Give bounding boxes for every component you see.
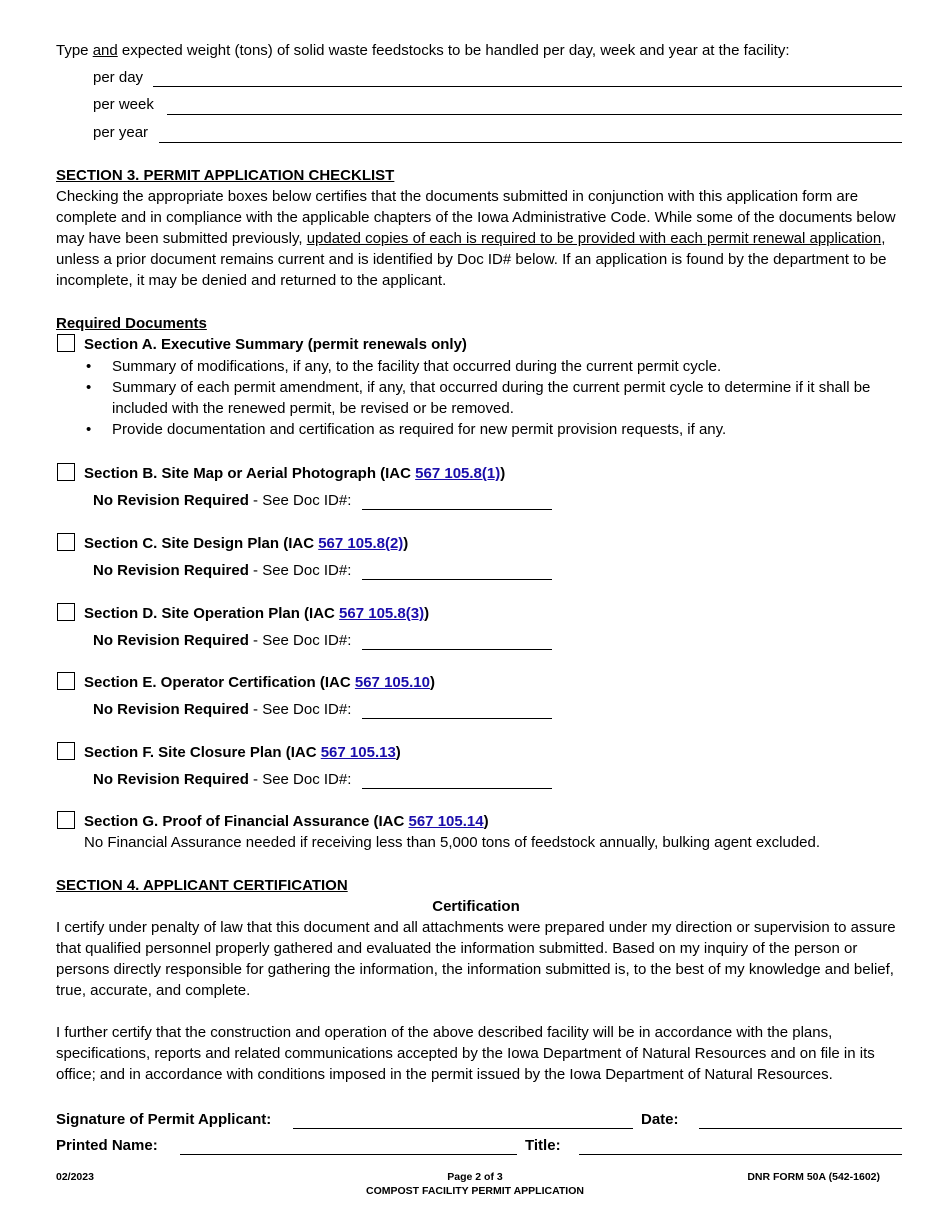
section-f-no-revision: No Revision Required - See Doc ID#: xyxy=(93,771,352,788)
section-c-no-revision: No Revision Required - See Doc ID#: xyxy=(93,562,352,579)
section-d-no-revision: No Revision Required - See Doc ID#: xyxy=(93,632,352,649)
section-e-doc-id-field[interactable] xyxy=(362,718,552,719)
weights-intro: Type and expected weight (tons) of solid waste feedstocks to be handled per day, week and year at the facility: xyxy=(56,42,790,59)
section-a-checkbox[interactable] xyxy=(57,334,75,352)
iac-link-105-14[interactable]: 567 105.14 xyxy=(408,813,484,830)
per-day-field[interactable] xyxy=(153,86,902,87)
iac-link-105-8-3[interactable]: 567 105.8(3) xyxy=(339,605,425,622)
section4-heading: SECTION 4. APPLICANT CERTIFICATION xyxy=(56,877,348,894)
section-g-title: Section G. Proof of Financial Assurance (IAC 567 105.14) xyxy=(84,813,489,830)
certification-paragraph-2: I further certify that the construction and operation of the above described facility will be in accordance with the plans, specifications, reports and related communications accepted by the Iowa Department of Natural Resources and on file in its office; and in accordance with conditions imposed in the permit issued by the Iowa Department of Natural Resources. xyxy=(56,1024,875,1083)
per-day-label: per day xyxy=(93,69,144,86)
section-a-title: Section A. Executive Summary (permit renewals only) xyxy=(84,336,467,353)
section-f-checkbox[interactable] xyxy=(57,742,75,760)
per-year-label: per year xyxy=(93,124,149,141)
per-week-field[interactable] xyxy=(167,114,902,115)
iac-link-105-8-2[interactable]: 567 105.8(2) xyxy=(318,535,404,552)
signature-field[interactable] xyxy=(293,1128,633,1129)
section-c-title: Section C. Site Design Plan (IAC 567 105.8(2)) xyxy=(84,535,409,552)
footer-page: Page 2 of 3 xyxy=(447,1171,503,1183)
section3-heading: SECTION 3. PERMIT APPLICATION CHECKLIST xyxy=(56,167,395,184)
per-week-label: per week xyxy=(93,96,154,113)
section-b-title: Section B. Site Map or Aerial Photograph (IAC 567 105.8(1)) xyxy=(84,465,506,482)
required-documents-heading: Required Documents xyxy=(56,315,207,332)
iac-link-105-8-1[interactable]: 567 105.8(1) xyxy=(415,465,501,482)
section-g-checkbox[interactable] xyxy=(57,811,75,829)
list-item: • Provide documentation and certification as required for new permit provision requests, if any. xyxy=(84,419,884,440)
section-c-checkbox[interactable] xyxy=(57,533,75,551)
printed-name-field[interactable] xyxy=(180,1154,517,1155)
printed-name-label: Printed Name: xyxy=(56,1137,158,1154)
title-field[interactable] xyxy=(579,1154,902,1155)
section-e-title: Section E. Operator Certification (IAC 567 105.10) xyxy=(84,674,435,691)
section-d-doc-id-field[interactable] xyxy=(362,649,552,650)
certification-title: Certification xyxy=(432,898,520,915)
section-f-title: Section F. Site Closure Plan (IAC 567 105.13) xyxy=(84,744,401,761)
section-e-no-revision: No Revision Required - See Doc ID#: xyxy=(93,701,352,718)
footer-form-title: COMPOST FACILITY PERMIT APPLICATION xyxy=(366,1185,584,1197)
section-d-title: Section D. Site Operation Plan (IAC 567 105.8(3)) xyxy=(84,605,430,622)
section-b-no-revision: No Revision Required - See Doc ID#: xyxy=(93,492,352,509)
title-label: Title: xyxy=(525,1137,561,1154)
list-item: • Summary of modifications, if any, to the facility that occurred during the current permit cycle. xyxy=(84,356,884,377)
section-f-doc-id-field[interactable] xyxy=(362,788,552,789)
iac-link-105-13[interactable]: 567 105.13 xyxy=(320,744,396,761)
section-b-checkbox[interactable] xyxy=(57,463,75,481)
date-field[interactable] xyxy=(699,1128,902,1129)
certification-paragraph-1: I certify under penalty of law that this document and all attachments were prepared under my direction or supervision to assure that qualified personnel properly gathered and evaluated the information submitted. Based on my inquiry of the person or persons directly responsible for gathering the information, the information submitted is, to the best of my knowledge and belief, true, accurate, and complete. xyxy=(56,919,896,999)
section-c-doc-id-field[interactable] xyxy=(362,579,552,580)
section-b-doc-id-field[interactable] xyxy=(362,509,552,510)
footer-date: 02/2023 xyxy=(56,1171,94,1183)
footer-form-number: DNR FORM 50A (542-1602) xyxy=(747,1171,880,1183)
section3-paragraph: Checking the appropriate boxes below certifies that the documents submitted in conjunction with this application form are complete and in compliance with the applicable chapters of the Iowa Administrative Code. While some of the documents below may have been submitted previously, updated copies of each is required to be provided with each permit renewal application, unless a prior document remains current and is identified by Doc ID# below. If an application is found by the department to be incomplete, it may be denied and returned to the applicant. xyxy=(56,188,896,289)
section-a-bullets xyxy=(84,356,884,440)
signature-label: Signature of Permit Applicant: xyxy=(56,1111,272,1128)
section-g-note: No Financial Assurance needed if receiving less than 5,000 tons of feedstock annually, bulking agent excluded. xyxy=(84,834,821,851)
section-d-checkbox[interactable] xyxy=(57,603,75,621)
list-item: • Summary of each permit amendment, if any, that occurred during the current permit cycle to determine if it shall be included with the renewed permit, be revised or be removed. xyxy=(84,377,884,419)
section-e-checkbox[interactable] xyxy=(57,672,75,690)
per-year-field[interactable] xyxy=(159,142,902,143)
date-label: Date: xyxy=(641,1111,679,1128)
iac-link-105-10[interactable]: 567 105.10 xyxy=(354,674,430,691)
